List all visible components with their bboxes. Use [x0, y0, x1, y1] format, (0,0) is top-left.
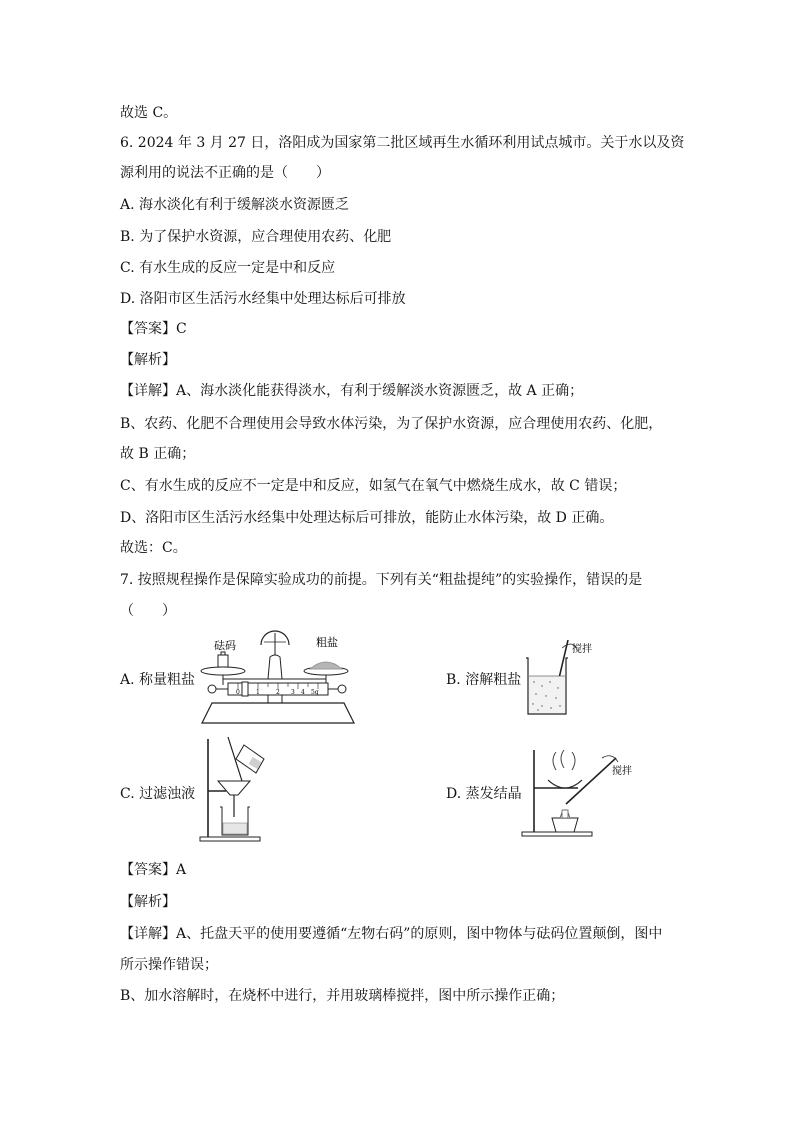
option-b: B. 为了保护水资源，应合理使用农药、化肥 — [120, 229, 392, 245]
option-c-label: C. 过滤浊液 — [120, 786, 196, 802]
question-6-stem-cont: 源利用的说法不正确的是（ ） — [120, 165, 330, 181]
option-d: D. 洛阳市区生活污水经集中处理达标后可排放 — [120, 291, 406, 307]
tick-label: 0 — [236, 689, 240, 696]
question-7-bracket: （ ） — [120, 603, 176, 619]
tick-label: 5g — [311, 689, 319, 696]
tick-label: 3 — [291, 689, 295, 696]
explanation-line: B、加水溶解时，在烧杯中进行，并用玻璃棒搅拌，图中所示操作正确； — [120, 988, 565, 1004]
weights-label: 砝码 — [214, 639, 236, 652]
explanation-line: 【详解】A、托盘天平的使用要遵循“左物右码”的原则，图中物体与砝码位置颠倒，图中 — [120, 926, 663, 942]
explanation-line: 所示操作错误； — [120, 957, 218, 973]
crude-salt-label: 粗盐 — [316, 636, 338, 649]
beaker-stirring-figure — [520, 636, 610, 720]
conclusion: 故选：C。 — [120, 540, 187, 556]
option-b-label: B. 溶解粗盐 — [446, 672, 522, 688]
answer: 【答案】A — [120, 862, 187, 878]
stir-label: 搅拌 — [612, 766, 632, 777]
text-line: 故选 C。 — [120, 105, 178, 121]
tick-label: 4 — [301, 689, 305, 696]
analysis-heading: 【解析】 — [120, 352, 176, 368]
explanation-line: B、农药、化肥不合理使用会导致水体污染，为了保护水资源，应合理使用农药、化肥， — [120, 416, 663, 432]
question-7-stem: 7. 按照规程操作是保障实验成功的前提。下列有关“粗盐提纯”的实验操作，错误的是 — [120, 572, 643, 588]
filtration-figure — [198, 733, 278, 843]
explanation-line: 故 B 正确； — [120, 446, 196, 462]
explanation-line: 【详解】A、海水淡化能获得淡水，有利于缓解淡水资源匮乏，故 A 正确； — [120, 383, 584, 399]
option-a-label: A. 称量粗盐 — [120, 672, 196, 688]
explanation-line: D、洛阳市区生活污水经集中处理达标后可排放，能防止水体污染，故 D 正确。 — [120, 510, 614, 526]
answer: 【答案】C — [120, 321, 187, 337]
option-d-label: D. 蒸发结晶 — [446, 786, 522, 802]
balance-figure — [198, 627, 358, 729]
tick-label: 2 — [276, 689, 280, 696]
analysis-heading: 【解析】 — [120, 894, 176, 910]
evaporation-figure — [520, 748, 640, 840]
option-a: A. 海水淡化有利于缓解淡水资源匮乏 — [120, 197, 350, 213]
option-c: C. 有水生成的反应一定是中和反应 — [120, 260, 336, 276]
stir-label: 搅拌 — [572, 644, 592, 655]
question-6-stem: 6. 2024 年 3 月 27 日，洛阳成为国家第二批区域再生水循环利用试点城市。关于水以及资 — [120, 135, 685, 151]
tick-label: 1 — [256, 689, 260, 696]
explanation-line: C、有水生成的反应不一定是中和反应，如氢气在氧气中燃烧生成水，故 C 错误； — [120, 478, 627, 494]
